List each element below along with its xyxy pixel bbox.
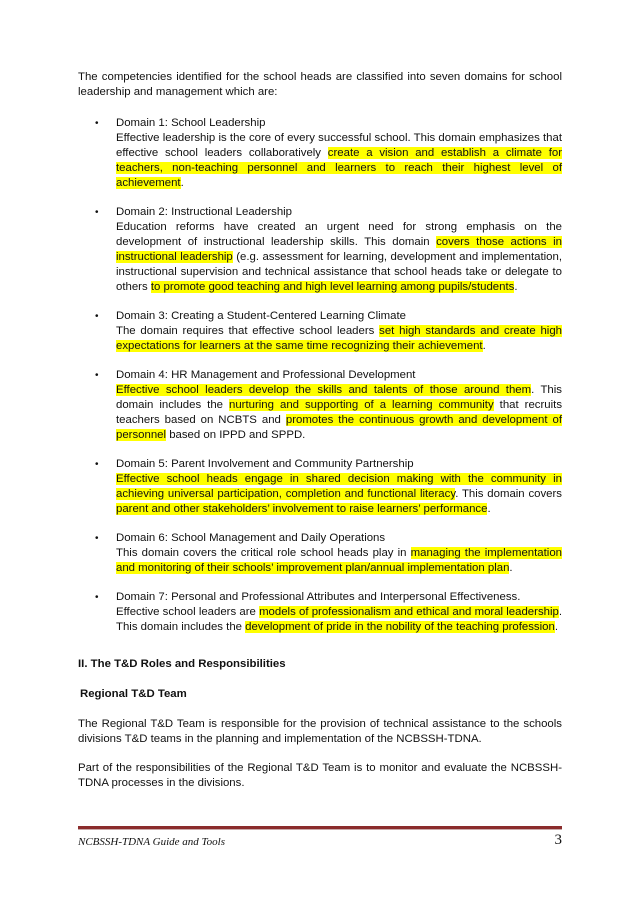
page-number: 3 <box>554 832 562 848</box>
highlighted-text: parent and other stakeholders’ involvement to raise learners’ performance <box>116 503 488 515</box>
highlighted-text: nurturing and supporting of a learning community <box>229 399 494 411</box>
highlighted-text: development of pride in the nobility of the teaching profession <box>245 621 555 633</box>
domain-text: . <box>554 621 558 633</box>
domain-text: Education reforms have created an urgent need for strong emphasis on the development of instructional leadership skills. This domain <box>116 221 562 248</box>
list-item <box>78 457 562 517</box>
highlighted-text: models of professionalism and ethical and moral leadership <box>259 606 559 618</box>
domain-title: Domain 5: Parent Involvement and Community Partnership <box>116 458 414 470</box>
domain-list <box>78 116 562 635</box>
domain-text: Effective school leaders are <box>116 606 260 618</box>
body-paragraph: Part of the responsibilities of the Regional T&D Team is to monitor and evaluate the NCBSSH-TDNA processes in the divisions. <box>78 762 562 789</box>
highlighted-text: promotes the continuous growth and development of personnel <box>116 414 562 441</box>
highlighted-text: covers those actions in instructional leadership <box>116 236 562 263</box>
bullet-icon: • <box>95 118 99 129</box>
section-heading: II. The T&D Roles and Responsibilities <box>78 658 286 670</box>
list-item <box>78 368 562 443</box>
intro-paragraph: The competencies identified for the school heads are classified into seven domains for school leadership and management which are: <box>78 71 562 98</box>
list-item <box>78 205 562 295</box>
bullet-icon: • <box>95 311 99 322</box>
domain-text: that recruits teachers based on NCBTS and <box>116 399 563 426</box>
domain-text: (e.g. assessment for learning, development and implementation, instructional supervision and technical assistance that school heads take or delegate to others <box>116 251 562 293</box>
domain-text: . This domain includes the <box>116 384 562 411</box>
list-item <box>78 309 562 354</box>
domain-title: Domain 2: Instructional Leadership <box>116 206 293 218</box>
sub-heading: Regional T&D Team <box>80 688 187 700</box>
highlighted-text: create a vision and establish a climate for teachers, non-teaching personnel and learners to reach their highest level of achievement <box>116 147 562 189</box>
domain-text: The domain requires that effective school leaders <box>116 325 380 337</box>
highlighted-text: Effective school heads engage in shared decision making with the community in achieving universal participation, completion and functional literacy <box>116 473 562 500</box>
list-item <box>78 590 562 635</box>
highlighted-text: set high standards and create high expectations for learners at the same time recognizing their achievement <box>116 325 562 352</box>
domain-title: Domain 4: HR Management and Professional Development <box>116 369 416 381</box>
body-paragraph: The Regional T&D Team is responsible for the provision of technical assistance to the schools divisions T&D teams in the planning and implementation of the NCBSSH-TDNA. <box>78 718 562 745</box>
highlighted-text: Effective school leaders develop the skills and talents of those around them <box>116 384 532 396</box>
domain-title: Domain 7: Personal and Professional Attributes and Interpersonal Effectiveness. <box>116 591 521 603</box>
domain-text: . <box>180 177 184 189</box>
footer-title: NCBSSH-TDNA Guide and Tools <box>78 836 225 848</box>
bullet-icon: • <box>95 533 99 544</box>
domain-title: Domain 3: Creating a Student-Centered Learning Climate <box>116 310 406 322</box>
domain-title: Domain 1: School Leadership <box>116 117 266 129</box>
footer-divider <box>78 826 562 830</box>
bullet-icon: • <box>95 370 99 381</box>
highlighted-text: managing the implementation and monitoring of their schools’ improvement plan/annual implementation plan <box>116 547 563 574</box>
domain-text: Effective leadership is the core of every successful school. This domain emphasizes that effective school leaders collaboratively <box>116 132 562 159</box>
domain-text: This domain covers the critical role school heads play in <box>116 547 411 559</box>
bullet-icon: • <box>95 459 99 470</box>
domain-text: . This domain includes the <box>116 606 563 633</box>
domain-text: . <box>487 503 491 515</box>
domain-title: Domain 6: School Management and Daily Operations <box>116 532 386 544</box>
list-item <box>78 116 562 191</box>
bullet-icon: • <box>95 592 99 603</box>
domain-text: based on IPPD and SPPD. <box>166 429 306 441</box>
domain-text: . <box>482 340 486 352</box>
page-body <box>78 70 562 805</box>
bullet-icon: • <box>95 207 99 218</box>
domain-text: . <box>509 562 513 574</box>
domain-text: . This domain covers <box>455 488 562 500</box>
domain-text: . <box>514 281 518 293</box>
highlighted-text: to promote good teaching and high level learning among pupils/students <box>150 281 515 293</box>
list-item <box>78 531 562 576</box>
